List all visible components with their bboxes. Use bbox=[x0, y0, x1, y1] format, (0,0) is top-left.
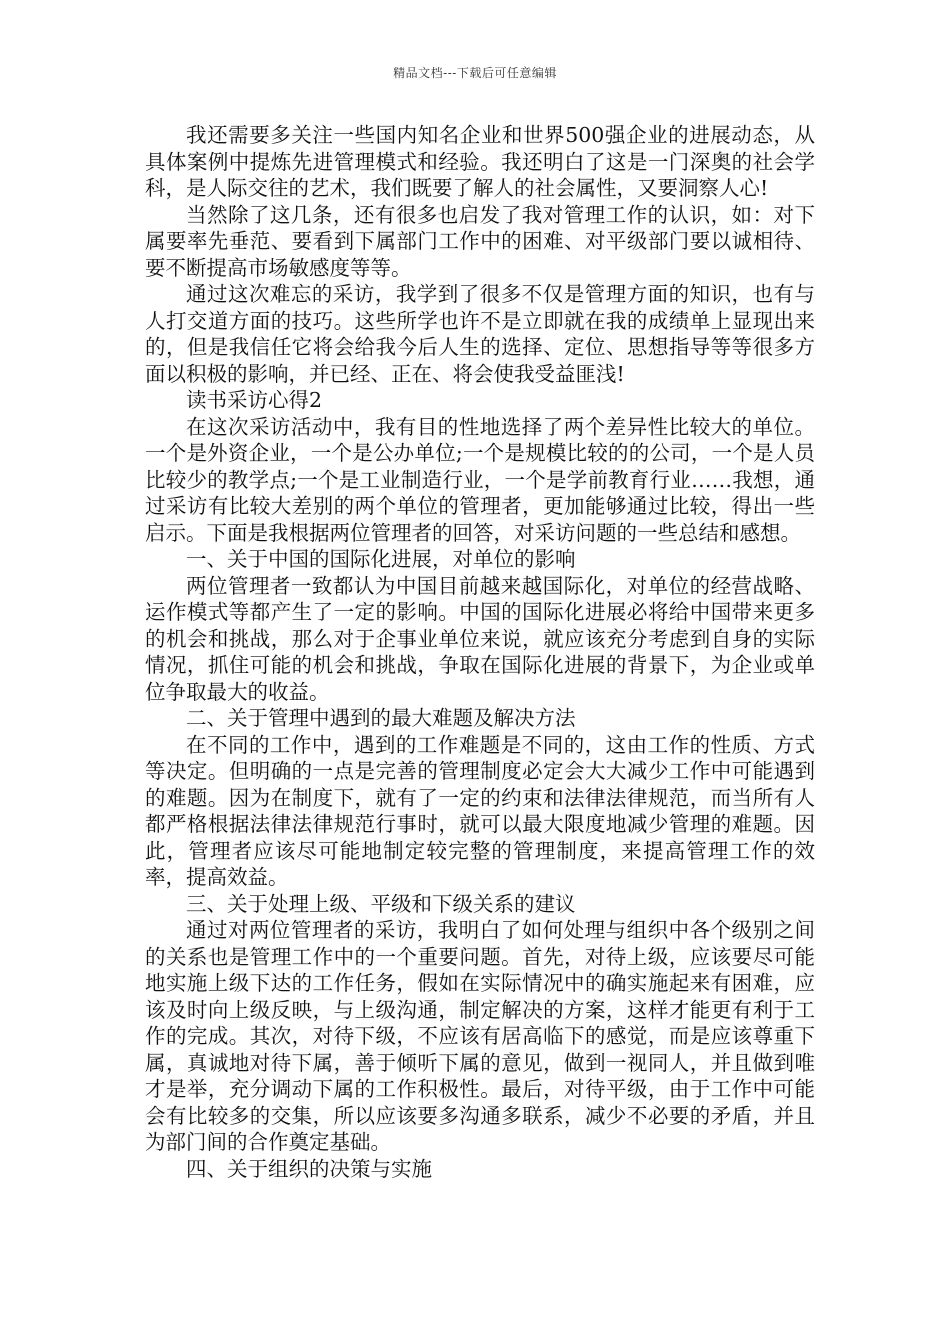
section-title: 读书采访心得2 bbox=[186, 388, 323, 412]
page-header: 精品文档---下载后可任意编辑 bbox=[393, 66, 557, 80]
paragraph-interview-gains: 通过这次难忘的采访，我学到了很多不仅是管理方面的知识，也有与人打交道方面的技巧。这些所学也许不是立即就在我的成绩单上显现出来的，但是我信任它将会给我今后人生的选择、定位、思想指导等等很多方面以积极的影响，并已经、正在、将会使我受益匪浅! bbox=[145, 282, 815, 386]
paragraph-relationships: 通过对两位管理者的采访，我明白了如何处理与组织中各个级别之间的关系也是管理工作中的一个重要问题。首先，对待上级，应该要尽可能地实施上级下达的工作任务，假如在实际情况中的确实施起来有困难，应该及时向上级反映，与上级沟通，制定解决的方案，这样才能更有利于工作的完成。其次，对待下级，不应该有居高临下的感觉，而是应该尊重下属，真诚地对待下属，善于倾听下属的意见，做到一视同人，并且做到唯才是举，充分调动下属的工作积极性。最后，对待平级，由于工作中可能会有比较多的交集，所以应该要多沟通多联系，减少不必要的矛盾，并且为部门间的合作奠定基础。 bbox=[145, 918, 815, 1154]
section-heading-4: 四、关于组织的决策与实施 bbox=[186, 1156, 432, 1181]
paragraph-interview-intro: 在这次采访活动中，我有目的性地选择了两个差异性比较大的单位。一个是外资企业，一个是公办单位;一个是规模比较的的公司，一个是人员比较少的教学点;一个是工业制造行业，一个是学前教育行业……我想，通过采访有比较大差别的两个单位的管理者，更加能够通过比较，得出一些启示。下面是我根据两位管理者的回答，对采访问题的一些总结和感想。 bbox=[145, 414, 815, 545]
paragraph-management-insights: 当然除了这几条，还有很多也启发了我对管理工作的认识，如：对下属要率先垂范、要看到下属部门工作中的困难、对平级部门要以诚相待、要不断提高市场敏感度等等。 bbox=[145, 202, 815, 280]
section-heading-3: 三、关于处理上级、平级和下级关系的建议 bbox=[186, 891, 576, 916]
section-heading-1: 一、关于中国的国际化进展，对单位的影响 bbox=[186, 547, 576, 571]
paragraph-internationalization: 两位管理者一致都认为中国目前越来越国际化，对单位的经营战略、运作模式等都产生了一定的影响。中国的国际化进展必将给中国带来更多的机会和挑战，那么对于企事业单位来说，就应该充分考虑到自身的实际情况，抓住可能的机会和挑战，争取在国际化进展的背景下，为企业或单位争取最大的收益。 bbox=[145, 573, 815, 704]
paragraph-management-difficulties: 在不同的工作中，遇到的工作难题是不同的，这由工作的性质、方式等决定。但明确的一点是完善的管理制度必定会大大减少工作中可能遇到的难题。因为在制度下，就有了一定的约束和法律法律规范，而当所有人都严格根据法律法律规范行事时，就可以最大限度地减少管理的难题。因此，管理者应该尽可能地制定较完整的管理制度，来提高管理工作的效率，提高效益。 bbox=[145, 732, 815, 889]
section-heading-2: 二、关于管理中遇到的最大难题及解决方法 bbox=[186, 706, 576, 730]
paragraph-management-cases: 我还需要多关注一些国内知名企业和世界500强企业的进展动态，从具体案例中提炼先进管理模式和经验。我还明白了这是一门深奥的社会学科，是人际交往的艺术，我们既要了解人的社会属性，又要洞察人心! bbox=[145, 123, 815, 200]
document-body bbox=[145, 122, 815, 1182]
